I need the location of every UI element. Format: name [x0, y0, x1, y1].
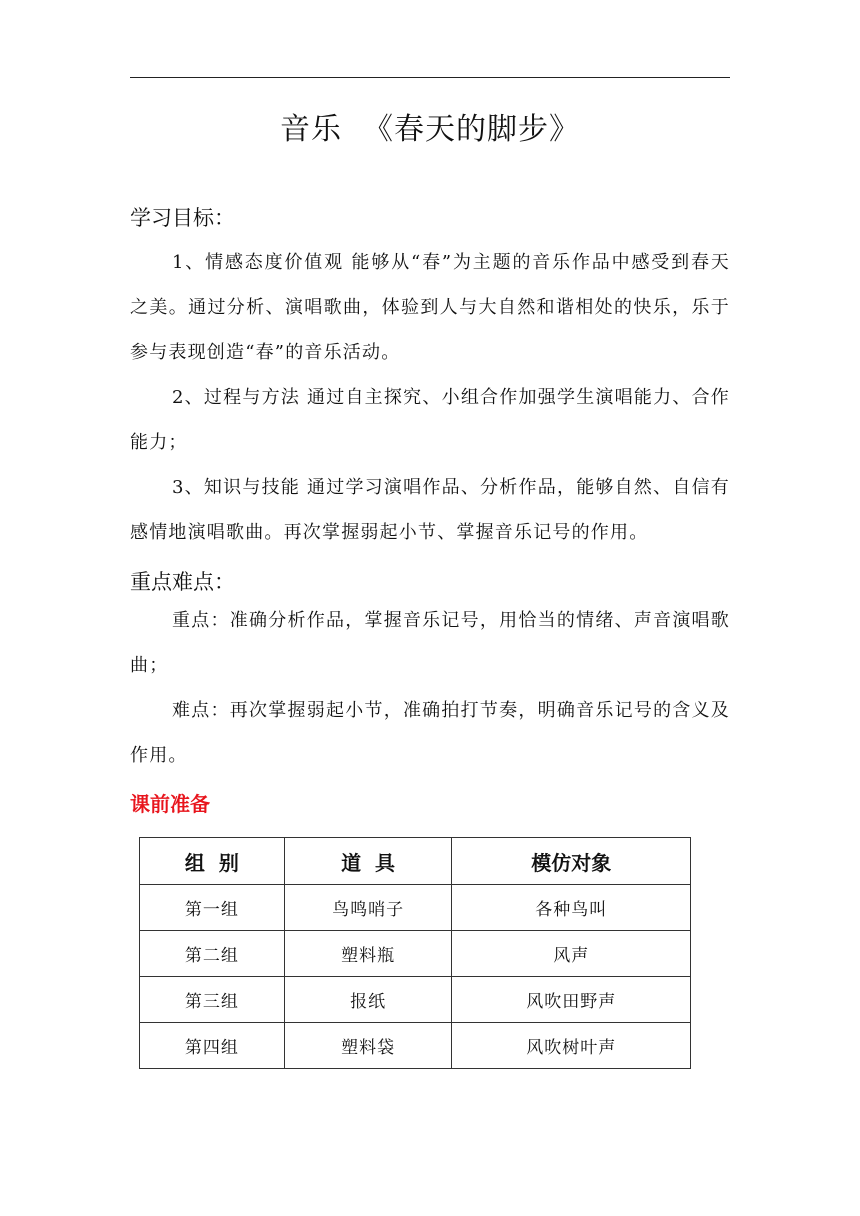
preparation-heading: 课前准备 — [130, 792, 210, 816]
cell-group: 第一组 — [140, 885, 285, 931]
header-props: 道 具 — [284, 838, 452, 885]
cell-group: 第四组 — [140, 1023, 285, 1069]
table-row — [140, 977, 691, 1023]
header-imitation-target: 模仿对象 — [452, 838, 691, 885]
objectives-heading: 学习目标： — [130, 206, 235, 230]
header-group: 组 别 — [140, 838, 285, 885]
cell-props: 报纸 — [284, 977, 452, 1023]
cell-props: 塑料瓶 — [284, 931, 452, 977]
key-points-heading: 重点难点： — [130, 570, 235, 594]
objective-item-2 — [130, 375, 730, 465]
cell-imitation-target: 风吹树叶声 — [452, 1023, 691, 1069]
key-point-1-text: 重点：准确分析作品，掌握音乐记号，用恰当的情绪、声音演唱歌曲； — [130, 610, 730, 676]
table-row — [140, 931, 691, 977]
key-point-2-text: 难点：再次掌握弱起小节，准确拍打节奏，明确音乐记号的含义及作用。 — [130, 700, 730, 766]
objective-item-3-text: 3、知识与技能 通过学习演唱作品、分析作品，能够自然、自信有感情地演唱歌曲。再次掌握弱起小节、掌握音乐记号的作用。 — [130, 477, 730, 543]
table-row — [140, 1023, 691, 1069]
cell-imitation-target: 风吹田野声 — [452, 977, 691, 1023]
objective-item-2-text: 2、过程与方法 通过自主探究、小组合作加强学生演唱能力、合作能力； — [130, 387, 730, 453]
cell-group: 第二组 — [140, 931, 285, 977]
table-row — [140, 885, 691, 931]
table-header-row — [140, 838, 691, 885]
cell-props: 塑料袋 — [284, 1023, 452, 1069]
objective-item-1 — [130, 240, 730, 375]
document-title: 音乐 《春天的脚步》 — [279, 112, 581, 147]
cell-imitation-target: 各种鸟叫 — [452, 885, 691, 931]
key-point-1 — [130, 598, 730, 688]
cell-imitation-target: 风声 — [452, 931, 691, 977]
preparation-table — [139, 837, 691, 1069]
key-point-2 — [130, 688, 730, 778]
cell-group: 第三组 — [140, 977, 285, 1023]
objective-item-1-text: 1、情感态度价值观 能够从“春”为主题的音乐作品中感受到春天之美。通过分析、演唱歌曲，体验到人与大自然和谐相处的快乐，乐于参与表现创造“春”的音乐活动。 — [130, 252, 730, 363]
objective-item-3 — [130, 465, 730, 555]
cell-props: 鸟鸣哨子 — [284, 885, 452, 931]
header-rule — [130, 77, 730, 78]
